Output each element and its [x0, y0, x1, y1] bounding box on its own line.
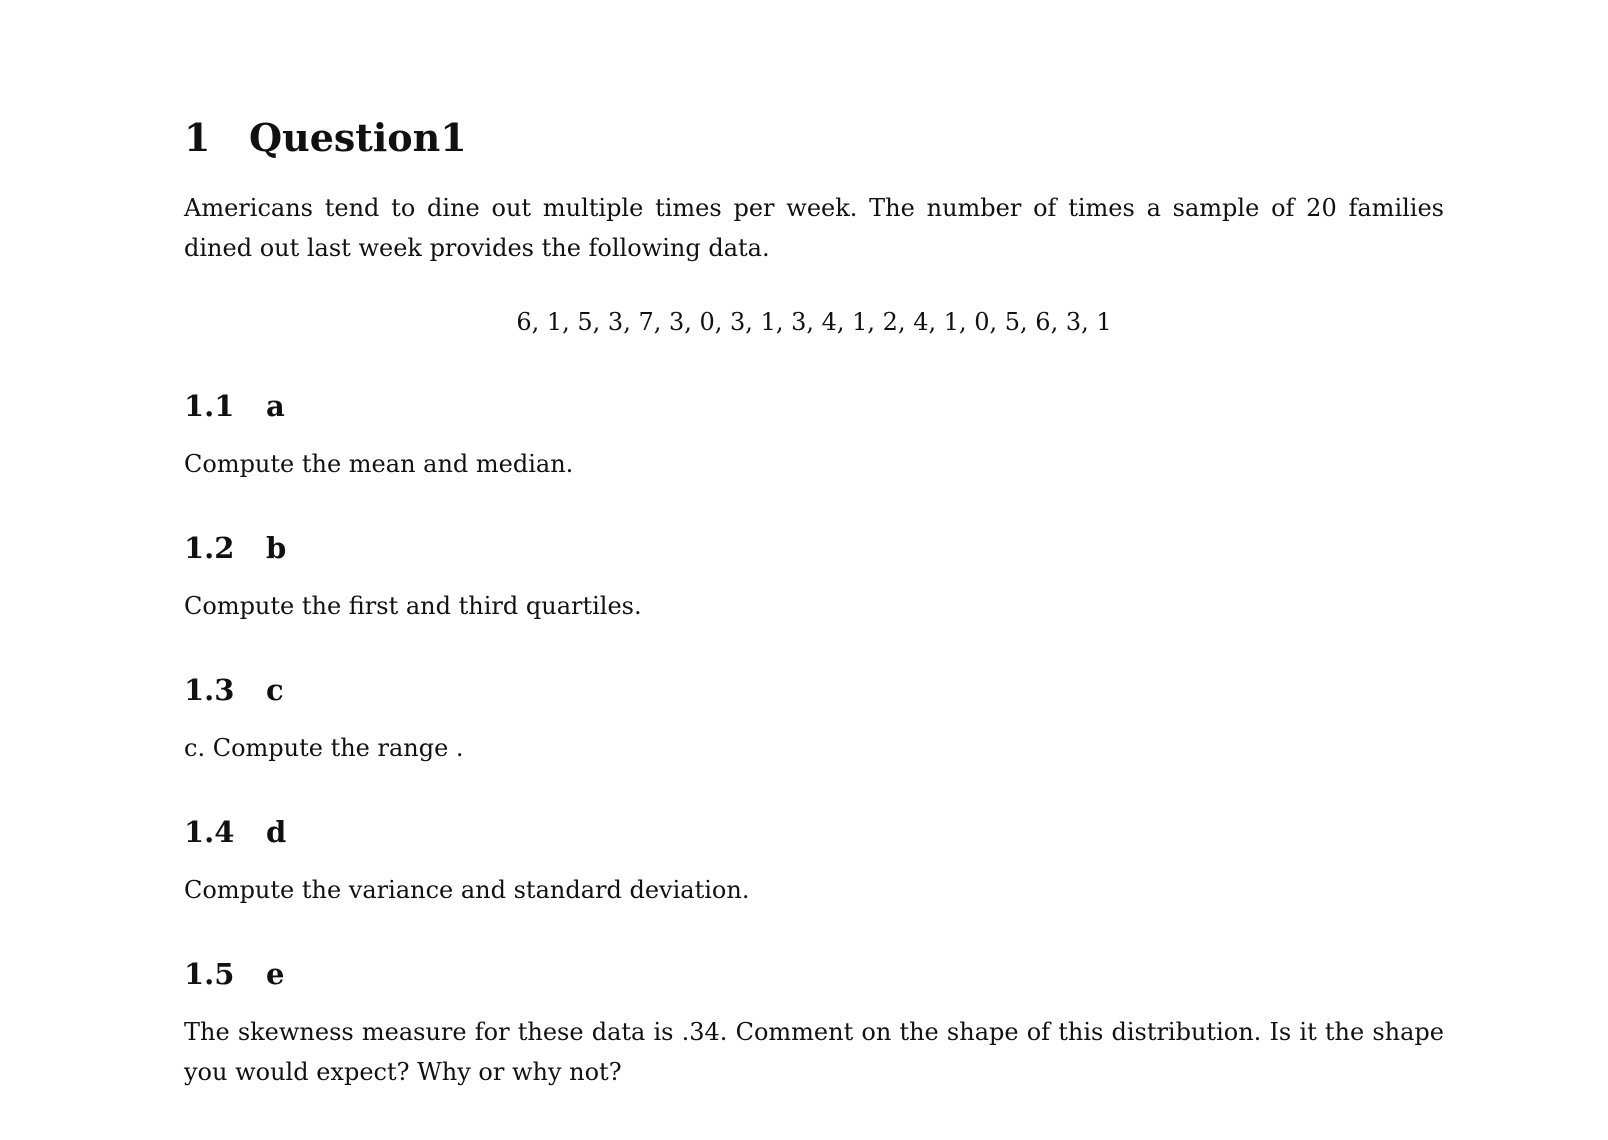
subsection-label: e: [266, 957, 285, 991]
subsection-heading: [184, 954, 1444, 994]
subsection-b: [184, 528, 1444, 626]
section-title: Question1: [249, 115, 467, 160]
section-heading: [184, 112, 467, 164]
data-values: 6, 1, 5, 3, 7, 3, 0, 3, 1, 3, 4, 1, 2, 4, 1, 0, 5, 6, 3, 1: [516, 308, 1112, 336]
subsection-number: 1.1: [184, 389, 235, 423]
subsection-number: 1.5: [184, 957, 235, 991]
subsection-number: 1.2: [184, 531, 235, 565]
subsection-heading: [184, 528, 1444, 568]
subsection-label: c: [266, 673, 284, 707]
subsection-text: Compute the mean and median.: [184, 450, 574, 478]
subsection-text: Compute the first and third quartiles.: [184, 592, 642, 620]
subsection-label: d: [266, 815, 287, 849]
subsection-text: Compute the variance and standard deviation.: [184, 876, 750, 904]
subsection-heading: [184, 386, 1444, 426]
subsection-e: [184, 954, 1444, 1092]
section-number: 1: [184, 115, 211, 160]
subsection-label: b: [266, 531, 287, 565]
subsection-heading: [184, 670, 1444, 710]
subsection-c: [184, 670, 1444, 768]
subsection-text: The skewness measure for these data is .34. Comment on the shape of this distribution. Is it the shape you would expect? Why or why not?: [184, 1018, 1444, 1086]
subsection-label: a: [266, 389, 285, 423]
subsection-text: c. Compute the range .: [184, 734, 464, 762]
subsection-d: [184, 812, 1444, 910]
subsection-number: 1.4: [184, 815, 235, 849]
subsection-number: 1.3: [184, 673, 235, 707]
subsection-a: [184, 386, 1444, 484]
subsection-heading: [184, 812, 1444, 852]
intro-paragraph: Americans tend to dine out multiple times per week. The number of times a sample of 20 families dined out last week provides the following data.: [184, 194, 1444, 262]
